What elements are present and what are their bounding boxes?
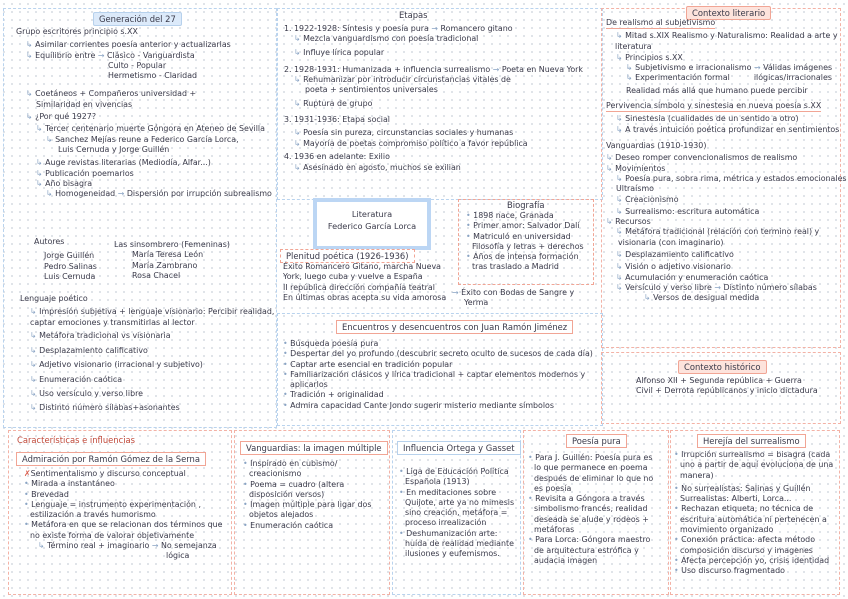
plenitud-title: Plenitud poética (1926-1936) [280,249,415,263]
encuentros-content: • Búsqueda poesía pura • Despertar del yo profundo (descubrir secreto oculto de sucesos de cada día) • Captar arte esencial en tradición popular • Familiarización clásicos y lírica tradicional + captar elementos modernos y aplicarlos • Tradición + originalidad • Admira capacidad Cante Jondo sugerir misterio mediante símbolos [283,339,593,410]
biografia-content: • 1898 nace, Granada • Primer amor: Salvador Dalí • Matriculó en universidad Filosofía y letras + derechos • Años de intensa formación tras traslado a Madrid [466,211,584,272]
ortega-title: Influencia Ortega y Gasset [397,441,521,455]
contexto-historico-content: Alfonso XII + Segunda república + Guerra Civil + Derrota repúblicanos y inicio dictadura [636,376,818,396]
biografia-title: Biografía [507,200,545,210]
etapas-content: 1. 1922-1928: Síntesis y poesía pura → Romancero gitano ↳ Mezcla vanguardismo con poesía tradicional ↳ Influye lírica popular 2. 1928-1931: Humanizada + influencia surrealismo → Poeta en Nueva York ↳ Rehumanizar por introducir circunstancias vitales de poeta + sentimientos universales ↳ Ruptura de grupo 3. 1931-1936: Etapa social ↳ Poesía sin pureza, circunstancias sociales y humanas ↳ Mayoría de poetas compromiso político a favor república 4. 1936 en adelante: Exilio ↳ Asesinado en agosto, muchos se exilian [284,24,583,173]
vanguardias-content: • Inspirado en cubismo/ creacionismo • Poema = cuadro (altera disposición versos) • Imagen múltiple para ligar dos objetos alejados • Enumeración caótica [243,459,372,530]
generacion-content: Grupo escritores principio s.XX ↳ Asimilar corrientes poesía anterior y actualizarlas ↳ Equilibrio entre → Clásico - Vanguardista Culto - Popular Hermetismo - Claridad ↳ Coetáneos + Compañeros universidad + Similaridad en vivencias ↳ ¿Por qué 1927? ↳ Tercer centenario muerte Góngora en Ateneo de Sevilla ↳ Sanchez Mejías reune a Federico García Lorca, Luis Cernuda y Jorge Guillén ↳ Auge revistas literarias (Mediodía, Alfar...) ↳ Publicación poemarios ↳ Año bisagra ↳ Homogeneidad → Dispersión por irrupción subrealismo [16,27,272,199]
contexto-literario-content: De realismo al subjetivismo ↳ Mitad s.XIX Realismo y Naturalismo: Realidad a arte y literatura ↳ Principios s.XX ↳ Subjetivismo e irracionalismo → Válidas imágenes ↳ Experimentación formal ilógicas/irracionales Realidad más allá que humano puede percibir Pervivencia símbolo y sinestesia en nueva poesía s.XX ↳ Sinestesia (cualidades de un sentido a otro) ↳ A través intuición poética profundizar en sentimientos Vanguardias (1910-1930) ↳ Deseo romper convencionalismos de realismo ↳ Movimientos ↳ Poesía pura, sobra rima, métrica y estados emocionales Ultraísmo ↳ Creacionismo ↳ Surrealismo: escritura automática ↳ Recursos ↳ Metáfora tradicional (relación con termino real) y visionaria (con imaginario) ↳ Desplazamiento calificativo ↳ Visión o adjetivo visionario ↳ Acumulación y enumeración caótica ↳ Versículo y verso libre → Distinto número sílabas ↳ Versos de desigual medida [606,18,847,303]
herejia-content: • Irrupción surrealismo = bisagra (cada uno a partir de aquí evoluciona de una manera) • No surrealistas: Salinas y Guillén Surrealistas: Alberti, Lorca... • Rechazan etiqueta, no técnica de escritura automática ni pertenecen a movimiento organizado • Conexión práctica: afecta método composición discurso y imagenes • Afecta percepción yo, crisis identidad • Uso discurso fragmentado [674,450,834,576]
contexto-historico-title: Contexto histórico [678,360,767,374]
ortega-content: • Liga de Educación Política Española (1913) • En meditaciones sobre Quijote, arte ya no mimesis sino creación, metáfora = proceso irrealización • Deshumanización arte: huída de realidad mediante ilusiones y eufemismos. [399,467,515,559]
central-title: Literatura Federico García Lorca [313,198,431,250]
lenguaje-poetico: Lenguaje poético ↳ Impresión subjetiva + lenguaje visionario: Percibir realidad, captar emociones y transmitirlas al lector ↳ Metáfora tradicional vs visionaria ↳ Desplazamiento calificativo ↳ Adjetivo visionario (irracional y subjetivo) ↳ Enumeración caótica ↳ Uso versículo y verso libre ↳ Distinto número sílabas+asonantes [20,294,275,413]
sinsombrero-list: Las sinsombrero (Femeninas) María Teresa León María Zambrano Rosa Chacel [114,240,230,280]
poesia-pura-title: Poesía pura [566,434,627,448]
etapas-title: Etapas [399,10,428,20]
generacion-title: Generación del 27 [93,12,182,26]
herejia-title: Herejía del surrealismo [697,434,806,448]
caracteristicas-title: Características e influencias [17,435,136,445]
autores-list: Autores Jorge Guillén Pedro Salinas Luis Cernuda [34,237,97,281]
encuentros-title: Encuentros y desencuentros con Juan Ramón Jiménez [336,320,573,334]
caracteristicas-content: ✗Sentimentalismo y discurso conceptual • Mirada a instantáneo • Brevedad • Lenguaje = instrumento experimentación , estilización a través humorismo • Metáfora en que se relacionan dos términos que no existe forma de valorar objetivamente ↳ Término real + imaginario → No semejanza lógica [24,469,223,561]
plenitud-exito: → Éxito con Bodas de Sangre y Yerma [452,288,575,308]
contexto-literario-title: Contexto literario [686,6,771,20]
poesia-pura-content: • Para J. Guillén: Poesía pura es lo que permanece en poema después de eliminar lo que no es poesía • Revisita a Góngora a través simbolismo francés, realidad deseada se alude y rodeos + metáforas • Para Lorca: Góngora maestro de arquitectura estrófica y audacia imagen [528,453,654,565]
plenitud-content: Éxito Romancero Gitano, marcha Nueva York, luego cuba y vuelve a España II república dirección compañía teatral En últimas obras acepta su vida amorosa [283,262,447,302]
caracteristicas-subtitle: Admiración por Ramón Gómez de la Serna [16,452,206,466]
vanguardias-title: Vanguardias: la imagen múltiple [240,441,388,455]
